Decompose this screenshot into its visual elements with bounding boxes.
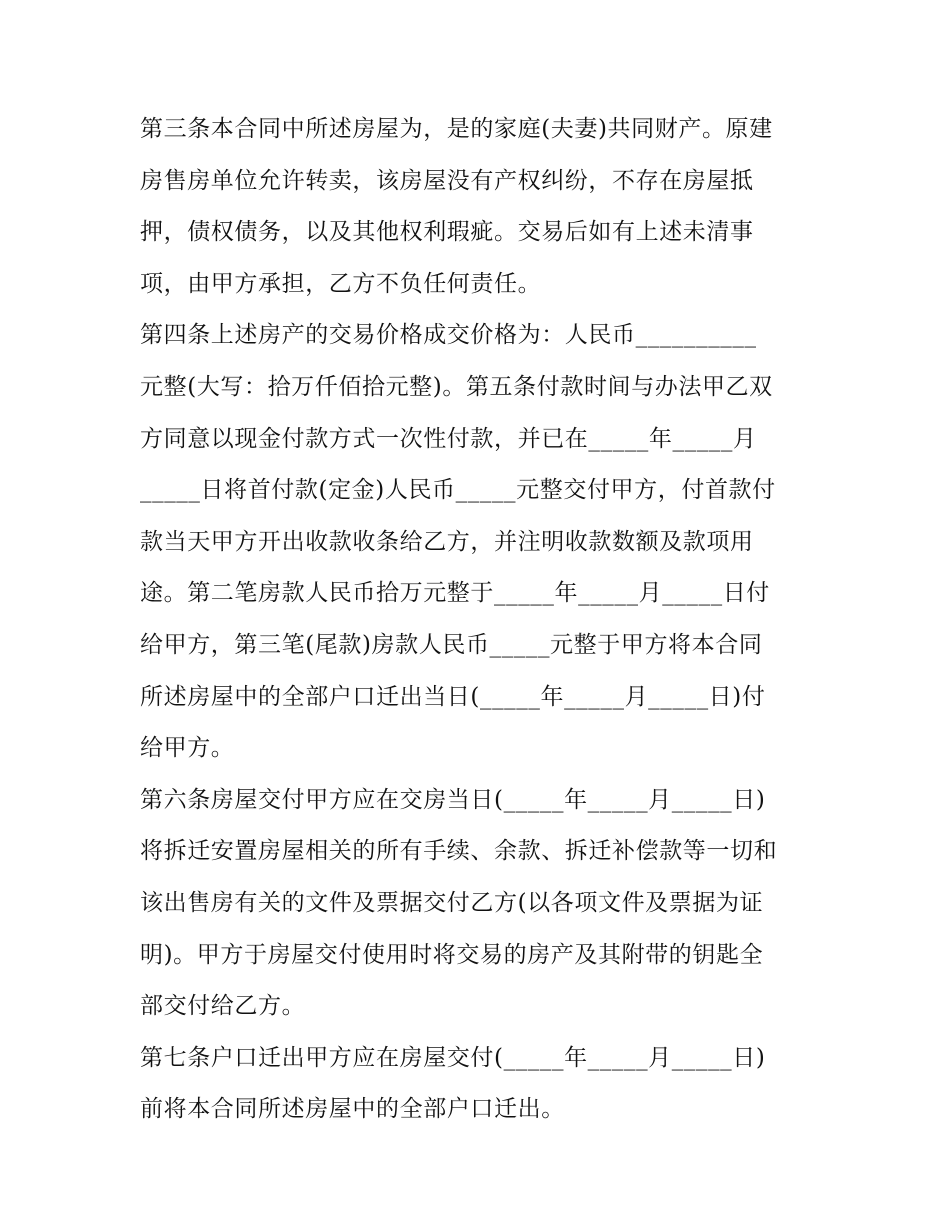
- text-line: _____日将首付款(定金)人民币_____元整交付甲方，付首款付: [140, 477, 776, 504]
- text-line: 部交付给乙方。: [140, 993, 306, 1020]
- text-line: 明)。甲方于房屋交付使用时将交易的房产及其附带的钥匙全: [140, 941, 764, 968]
- text-line: 房售房单位允许转卖，该房屋没有产权纠纷，不存在房屋抵: [140, 167, 754, 194]
- text-line: 前将本合同所述房屋中的全部户口迁出。: [140, 1096, 565, 1123]
- contract-text: [140, 104, 820, 1136]
- text-line: 第三条本合同中所述房屋为，是的家庭(夫妻)共同财产。原建: [140, 116, 773, 142]
- text-line: 该出售房有关的文件及票据交付乙方(以各项文件及票据为证: [140, 889, 764, 916]
- text-line: 第四条上述房产的交易价格成交价格为：人民币__________: [140, 322, 757, 349]
- text-line: 方同意以现金付款方式一次性付款，并已在_____年_____月: [140, 425, 757, 452]
- text-line: 元整(大写：拾万仟佰拾元整)。第五条付款时间与办法甲乙双: [140, 373, 773, 400]
- text-line: 给甲方，第三笔(尾款)房款人民币_____元整于甲方将本合同: [140, 631, 763, 658]
- text-line: 途。第二笔房款人民币拾万元整于_____年_____月_____日付: [140, 580, 770, 607]
- text-line: 项，由甲方承担，乙方不负任何责任。: [140, 270, 542, 297]
- text-line: 所述房屋中的全部户口迁出当日(_____年_____月_____日)付: [140, 683, 766, 710]
- text-line: 第六条房屋交付甲方应在交房当日(_____年_____月_____日): [140, 786, 766, 813]
- text-line: 押，债权债务，以及其他权利瑕疵。交易后如有上述未清事: [140, 219, 754, 246]
- text-line: 款当天甲方开出收款收条给乙方，并注明收款数额及款项用: [140, 528, 754, 555]
- text-line: 给甲方。: [140, 735, 235, 762]
- text-line: 将拆迁安置房屋相关的所有手续、余款、拆迁补偿款等一切和: [140, 838, 778, 865]
- text-line: 第七条户口迁出甲方应在房屋交付(_____年_____月_____日): [140, 1044, 766, 1071]
